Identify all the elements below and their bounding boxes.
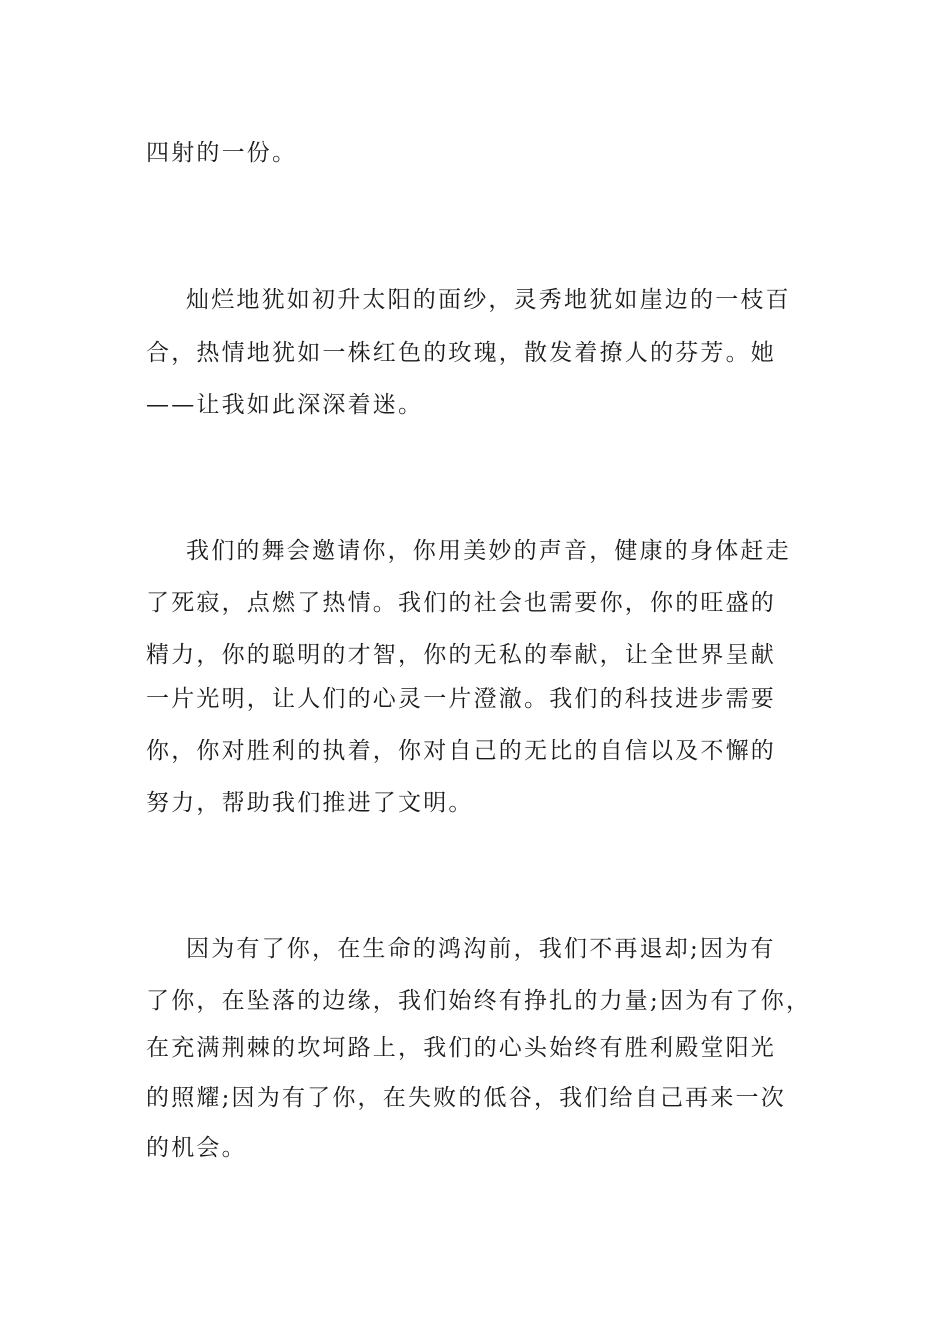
paragraph-4-line-5: 的机会。 <box>146 1135 247 1161</box>
paragraph-3-line-4: 一片光明，让人们的心灵一片澄澈。我们的科技进步需要 <box>146 686 776 712</box>
paragraph-3-line-1: 我们的舞会邀请你，你用美妙的声音，健康的身体赶走 <box>186 538 791 564</box>
paragraph-4-line-3: 在充满荆棘的坎坷路上，我们的心头始终有胜利殿堂阳光 <box>146 1035 776 1061</box>
paragraph-2-line-2: 合，热情地犹如一株红色的玫瑰，散发着撩人的芬芳。她 <box>146 340 776 366</box>
paragraph-2-line-1: 灿烂地犹如初升太阳的面纱，灵秀地犹如崖边的一枝百 <box>186 287 791 313</box>
paragraph-3-line-3: 精力，你的聪明的才智，你的无私的奉献，让全世界呈献 <box>146 642 776 668</box>
paragraph-2-line-3: ——让我如此深深着迷。 <box>146 392 424 418</box>
paragraph-4-line-4: 的照耀;因为有了你，在失败的低谷，我们给自己再来一次 <box>146 1085 786 1111</box>
paragraph-1-line-1: 四射的一份。 <box>146 140 298 166</box>
paragraph-4-line-2: 了你，在坠落的边缘，我们始终有挣扎的力量;因为有了你， <box>146 988 812 1014</box>
paragraph-3-line-6: 努力，帮助我们推进了文明。 <box>146 790 474 816</box>
paragraph-3-line-5: 你，你对胜利的执着，你对自己的无比的自信以及不懈的 <box>146 738 776 764</box>
paragraph-4-line-1: 因为有了你，在生命的鸿沟前，我们不再退却;因为有 <box>186 936 776 962</box>
paragraph-3-line-2: 了死寂，点燃了热情。我们的社会也需要你，你的旺盛的 <box>146 590 776 616</box>
